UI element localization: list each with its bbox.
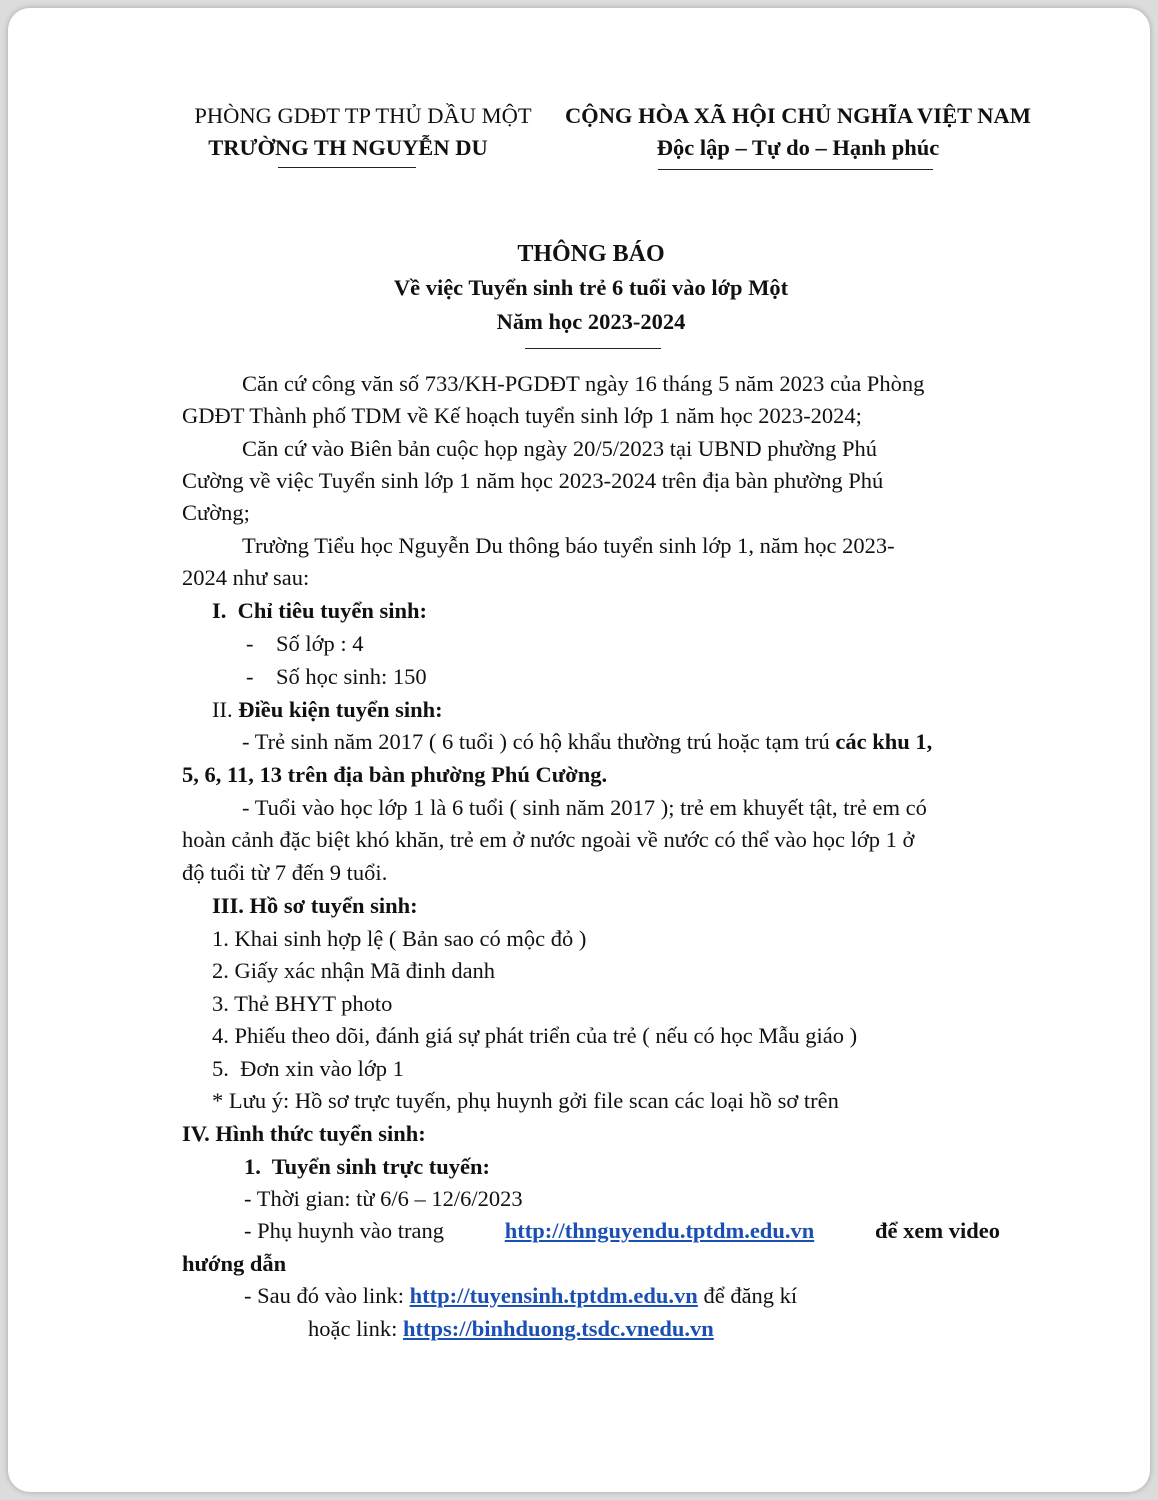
section4-heading: IV. Hình thức tuyển sinh:	[182, 1121, 426, 1146]
section2-p1-line1: - Trẻ sinh năm 2017 ( 6 tuổi ) có hộ khẩu thường trú hoặc tạm trú các khu 1,	[242, 729, 933, 754]
section4-alt-line: hoặc link: https://binhduong.tsdc.vnedu.vn	[308, 1316, 714, 1341]
intro-p3-line1: Trường Tiểu học Nguyễn Du thông báo tuyển sinh lớp 1, năm học 2023-	[242, 533, 895, 558]
national-motto: Độc lập – Tự do – Hạnh phúc	[656, 135, 940, 160]
school-name-underline	[278, 167, 416, 168]
section4-visit-line	[244, 1217, 1000, 1245]
notice-title: THÔNG BÁO	[517, 241, 665, 267]
section4-sub-online: 1. Tuyển sinh trực tuyến:	[244, 1154, 491, 1179]
section3-item5: 5. Đơn xin vào lớp 1	[212, 1056, 404, 1081]
section3-item2: 2. Giấy xác nhận Mã đinh danh	[212, 958, 496, 983]
visit-text: - Phụ huynh vào trang	[244, 1218, 444, 1243]
section2-p1-line2: 5, 6, 11, 13 trên địa bàn phường Phú Cường.	[182, 762, 608, 787]
section3-item3: 3. Thẻ BHYT photo	[212, 991, 393, 1016]
intro-p2-line1: Căn cứ vào Biên bản cuộc họp ngày 20/5/2023 tại UBND phường Phú	[242, 436, 877, 461]
section2-heading	[212, 696, 443, 724]
section4-time: - Thời gian: từ 6/6 – 12/6/2023	[244, 1186, 523, 1211]
section4-visit-line2: hướng dẫn	[182, 1251, 287, 1276]
section2-title: Điều kiện tuyển sinh:	[238, 697, 443, 722]
section3-note: * Lưu ý: Hồ sơ trực tuyến, phụ huynh gởi file scan các loại hồ sơ trên	[212, 1088, 839, 1113]
section3-heading: III. Hồ sơ tuyển sinh:	[212, 893, 418, 918]
section3-item1: 1. Khai sinh hợp lệ ( Bản sao có mộc đỏ )	[212, 926, 587, 951]
visit-text-after: để xem video	[875, 1218, 1000, 1243]
intro-p3-line2: 2024 như sau:	[182, 565, 310, 590]
binhduong-link[interactable]: https://binhduong.tsdc.vnedu.vn	[402, 1316, 714, 1341]
notice-subject: Về việc Tuyển sinh trẻ 6 tuổi vào lớp Một	[393, 275, 789, 300]
tuyensinh-link[interactable]: http://tuyensinh.tptdm.edu.vn	[409, 1283, 698, 1308]
intro-p2-line3: Cường;	[182, 500, 250, 525]
section1-item-classes: - Số lớp : 4	[246, 631, 364, 656]
document-page	[8, 8, 1150, 1492]
section3-item4: 4. Phiếu theo dõi, đánh giá sự phát triển của trẻ ( nếu có học Mẫu giáo )	[212, 1023, 858, 1048]
section2-number: II.	[212, 697, 239, 722]
motto-underline	[658, 169, 933, 170]
section2-p2-line3: độ tuổi từ 7 đến 9 tuổi.	[182, 860, 388, 885]
department-name: PHÒNG GDĐT TP THỦ DẦU MỘT	[194, 103, 532, 128]
school-year: Năm học 2023-2024	[496, 309, 686, 334]
school-name: TRƯỜNG TH NGUYỄN DU	[208, 135, 488, 160]
intro-p1-line1: Căn cứ công văn số 733/KH-PGDĐT ngày 16 tháng 5 năm 2023 của Phòng	[242, 371, 925, 396]
section1-heading: I. Chỉ tiêu tuyển sinh:	[212, 598, 428, 623]
section4-register-line: - Sau đó vào link: http://tuyensinh.tptdm.edu.vn để đăng kí	[244, 1283, 798, 1308]
section2-p2-line1: - Tuổi vào học lớp 1 là 6 tuổi ( sinh năm 2017 ); trẻ em khuyết tật, trẻ em có	[242, 795, 927, 820]
school-website-link[interactable]: http://thnguyendu.tptdm.edu.vn	[504, 1218, 815, 1243]
intro-p2-line2: Cường về việc Tuyển sinh lớp 1 năm học 2023-2024 trên địa bàn phường Phú	[182, 468, 884, 493]
title-underline	[525, 348, 661, 349]
section2-p2-line2: hoàn cảnh đặc biệt khó khăn, trẻ em ở nước ngoài về nước có thể vào học lớp 1 ở	[182, 827, 915, 852]
section1-item-students: - Số học sinh: 150	[246, 664, 427, 689]
country-name: CỘNG HÒA XÃ HỘI CHỦ NGHĨA VIỆT NAM	[564, 103, 1032, 128]
intro-p1-line2: GDĐT Thành phố TDM về Kế hoạch tuyển sinh lớp 1 năm học 2023-2024;	[182, 403, 862, 428]
